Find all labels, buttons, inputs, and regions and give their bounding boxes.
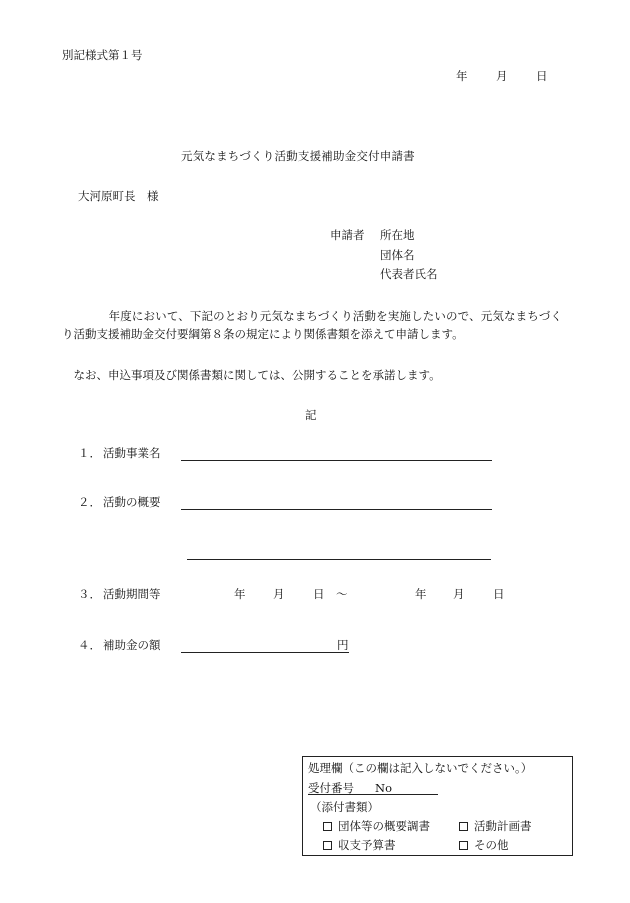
disclosure-consent: なお、申込事項及び関係書類に関しては、公開することを承諾します。 <box>62 368 441 382</box>
item-3-label: 活動期間等 <box>103 587 161 601</box>
page-title: 元気なまちづくり活動支援補助金交付申請書 <box>181 149 415 163</box>
period-end-month: 月 <box>453 587 465 601</box>
date-year: 年 <box>456 69 468 83</box>
applicant-address-label: 所在地 <box>380 228 415 242</box>
application-statement: 年度において、下記のとおり元気なまちづくり活動を実施したいので、元気なまちづくり活動支援補助金交付要綱第８条の規定により関係書類を添えて申請します。 <box>62 309 562 341</box>
item-4-label: 補助金の額 <box>103 638 161 652</box>
item-1-number: １． <box>78 446 101 460</box>
processing-box <box>302 756 573 856</box>
item-2-number: ２． <box>78 495 101 509</box>
checklist-item-budget[interactable] <box>323 840 396 852</box>
checklist-item-activity-plan[interactable] <box>459 821 532 833</box>
processing-box-title: 処理欄（この欄は記入しないでください。） <box>308 761 533 775</box>
period-start-day: 日 <box>313 587 325 601</box>
item-1-label: 活動事業名 <box>103 446 161 460</box>
period-tilde: ～ <box>336 587 348 601</box>
receipt-number-no: No <box>375 781 392 795</box>
checklist-label: 団体等の概要調書 <box>338 819 430 833</box>
applicant-group-name-label: 団体名 <box>380 248 415 262</box>
activity-summary-field-line-2[interactable] <box>187 559 491 560</box>
checklist-label: 活動計画書 <box>474 819 532 833</box>
activity-name-field[interactable] <box>181 460 492 461</box>
applicant-representative-label: 代表者氏名 <box>380 267 438 281</box>
period-end-year: 年 <box>415 587 427 601</box>
date-day: 日 <box>536 69 548 83</box>
period-start-month: 月 <box>273 587 285 601</box>
attachments-label: （添付書類） <box>310 800 379 814</box>
checklist-label: その他 <box>474 838 509 852</box>
subsidy-amount-unit: 円 <box>337 638 349 652</box>
checkbox-icon[interactable] <box>459 841 468 850</box>
ki-heading: 記 <box>305 408 317 422</box>
form-number: 別記様式第１号 <box>62 48 143 62</box>
activity-summary-field-line-1[interactable] <box>181 509 492 510</box>
checkbox-icon[interactable] <box>459 822 468 831</box>
period-end-day: 日 <box>493 587 505 601</box>
receipt-number-label: 受付番号 <box>308 781 354 795</box>
checklist-label: 収支予算書 <box>338 838 396 852</box>
period-start-year: 年 <box>234 587 246 601</box>
item-4-number: ４． <box>78 638 101 652</box>
checkbox-icon[interactable] <box>323 841 332 850</box>
addressee: 大河原町長 様 <box>78 189 159 203</box>
subsidy-amount-field[interactable] <box>181 652 349 653</box>
checklist-item-other[interactable] <box>459 840 509 852</box>
applicant-label: 申請者 <box>330 228 365 242</box>
item-3-number: ３． <box>78 587 101 601</box>
checkbox-icon[interactable] <box>323 822 332 831</box>
receipt-number-field[interactable] <box>308 794 438 795</box>
checklist-item-group-overview[interactable] <box>323 821 430 833</box>
date-month: 月 <box>496 69 508 83</box>
item-2-label: 活動の概要 <box>103 495 161 509</box>
